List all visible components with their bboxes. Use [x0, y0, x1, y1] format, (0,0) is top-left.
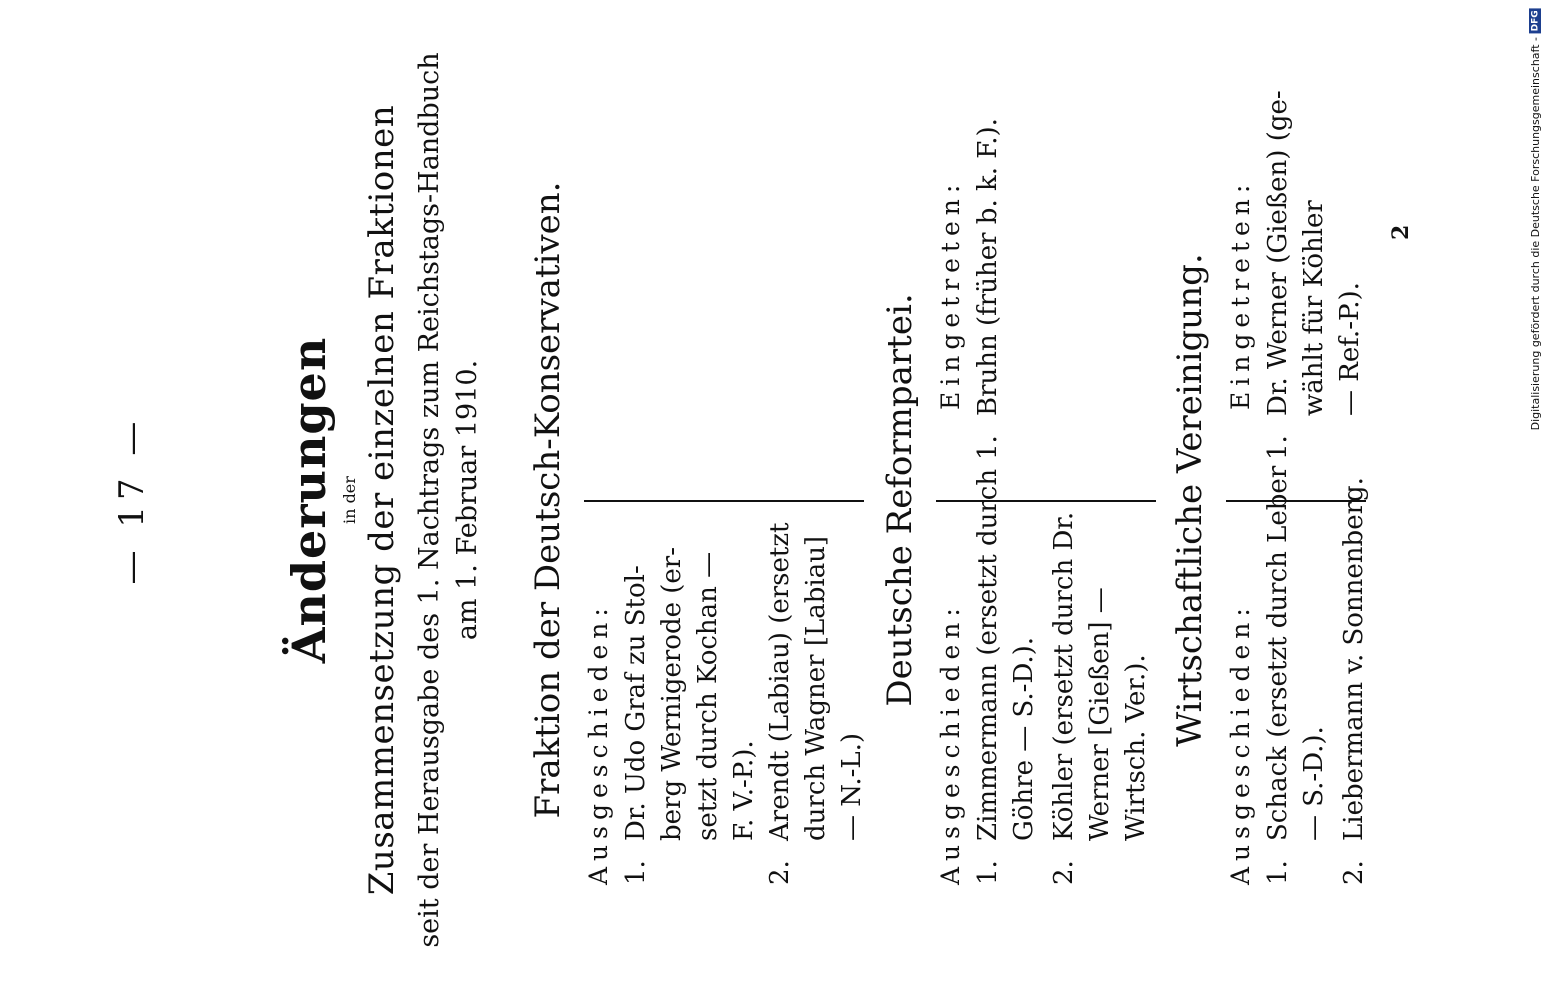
- subtitle: Zusammensetzung der einzelnen Fraktionen: [362, 104, 402, 896]
- column-divider: [584, 500, 864, 502]
- item-number: 2.: [1049, 860, 1079, 885]
- item-line: Dr. Werner (Gießen) (ge-: [1263, 90, 1293, 416]
- item-line: Dr. Udo Graf zu Stol-: [621, 565, 651, 841]
- item-line: — S.-D.).: [1299, 726, 1329, 841]
- item-line: Schack (ersetzt durch Leber: [1263, 465, 1293, 841]
- signature-mark: 2: [1388, 224, 1414, 240]
- item-line: setzt durch Kochan —: [693, 551, 723, 841]
- digitization-note: [1529, 8, 1542, 430]
- subline-1: seit der Herausgabe des 1. Nachtrags zum Reichstags-Handbuch: [414, 52, 445, 948]
- item-line: Köhler (ersetzt durch Dr.: [1049, 511, 1079, 841]
- item-number: 2.: [765, 860, 795, 885]
- item-number: 1.: [1263, 435, 1293, 460]
- item-line: wählt für Köhler: [1299, 200, 1329, 416]
- right-column-heading: Eingetreten:: [1226, 178, 1255, 410]
- item-line: Zimmermann (ersetzt durch: [973, 468, 1003, 841]
- item-number: 1.: [621, 860, 651, 885]
- left-column-heading: Ausgeschieden:: [1226, 602, 1255, 885]
- item-line: Bruhn (früher b. k. F.).: [973, 118, 1003, 416]
- item-line: durch Wagner [Labiau]: [801, 535, 831, 841]
- column-divider: [936, 500, 1156, 502]
- item-line: Göhre — S.-D.).: [1009, 636, 1039, 841]
- item-line: Arendt (Labiau) (ersetzt: [765, 522, 795, 841]
- item-line: — Ref.-P.).: [1335, 282, 1365, 416]
- right-column-heading: Eingetreten:: [936, 178, 965, 410]
- item-number: 1.: [1263, 860, 1293, 885]
- page-title: Änderungen: [282, 336, 336, 664]
- item-line: — N.-L.): [837, 732, 867, 841]
- item-line: F. V.-P.).: [729, 740, 759, 841]
- title-connector: in der: [340, 476, 359, 524]
- item-line: Liebermann v. Sonnenberg.: [1339, 477, 1369, 841]
- left-column-heading: Ausgeschieden:: [936, 602, 965, 885]
- item-number: 1.: [973, 435, 1003, 460]
- subline-2: am 1. Februar 1910.: [452, 359, 483, 641]
- page-number: — 17 —: [112, 415, 152, 585]
- dfg-logo: DFG: [1530, 10, 1541, 32]
- section-heading-konservative: Fraktion der Deutsch-Konservativen.: [528, 181, 568, 819]
- item-line: Werner [Gießen] —: [1085, 587, 1115, 841]
- item-line: Wirtsch. Ver.).: [1121, 654, 1151, 841]
- left-column-heading: Ausgeschieden:: [584, 602, 613, 885]
- item-number: 2.: [1339, 860, 1369, 885]
- section-heading-wirtschaftliche-vereinigung: Wirtschaftliche Vereinigung.: [1170, 253, 1210, 747]
- item-number: 1.: [973, 860, 1003, 885]
- item-line: berg Wernigerode (er-: [657, 547, 687, 841]
- digitization-text: Digitalisierung gefördert durch die Deutsche Forschungsgemeinschaft -: [1529, 37, 1542, 431]
- section-heading-reformpartei: Deutsche Reformpartei.: [880, 293, 920, 707]
